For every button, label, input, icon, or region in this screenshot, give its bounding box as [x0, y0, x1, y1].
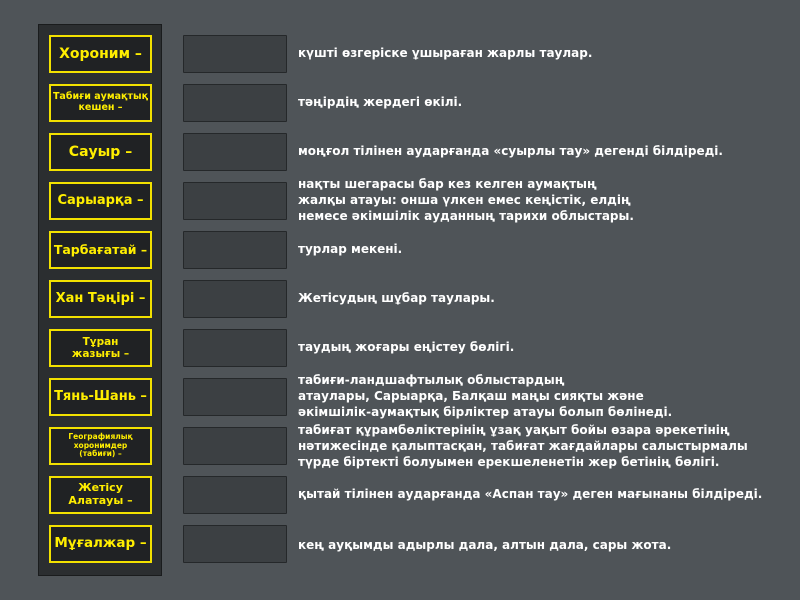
term-tile-4[interactable]: Сарыарқа – [49, 182, 152, 220]
description-text: қытай тілінен аударғанда «Аспан тау» деген мағынаны білдіреді. [298, 487, 763, 501]
description-10 [298, 484, 778, 504]
description-text: турлар мекені. [298, 242, 403, 256]
drop-slot-1[interactable] [183, 35, 287, 73]
description-2 [298, 92, 778, 112]
drop-slot-10[interactable] [183, 476, 287, 514]
description-7 [298, 337, 778, 357]
description-text: табиғи-ландшафтылық облыстардың атаулары, Сарыарқа, Балқаш маңы сияқты және әкімшілік-аумақтық бірліктер атауы болып бөлінеді. [298, 373, 673, 419]
term-tile-9[interactable]: Географиялық хоронимдер (табиғи) – [49, 427, 152, 465]
term-tile-6[interactable]: Хан Тәңірі – [49, 280, 152, 318]
description-8 [298, 372, 778, 420]
term-tile-8[interactable]: Тянь-Шань – [49, 378, 152, 416]
description-text: табиғат құрамбөліктерінің ұзақ уақыт бойы өзара әрекетінің нәтижесінде қалыптасқан, табиғат жағдайлары салыстырмалы түрде біртекті болуымен ерекшеленетін жер бетінің бөлігі. [298, 423, 748, 469]
description-9 [298, 421, 778, 471]
drop-slot-3[interactable] [183, 133, 287, 171]
description-text: кең ауқымды адырлы дала, алтын дала, сары жота. [298, 538, 672, 552]
drop-slot-6[interactable] [183, 280, 287, 318]
description-4 [298, 176, 778, 224]
drop-slot-2[interactable] [183, 84, 287, 122]
description-text: моңғол тілінен аударғанда «суырлы тау» дегенді білдіреді. [298, 144, 723, 158]
drop-slot-5[interactable] [183, 231, 287, 269]
drop-slot-4[interactable] [183, 182, 287, 220]
description-text: тәңірдің жердегі өкілі. [298, 95, 463, 109]
drop-slot-11[interactable] [183, 525, 287, 563]
description-5 [298, 239, 778, 259]
drop-slot-7[interactable] [183, 329, 287, 367]
description-6 [298, 288, 778, 308]
description-text: таудың жоғары еңістеу бөлігі. [298, 340, 515, 354]
drop-slot-9[interactable] [183, 427, 287, 465]
description-text: нақты шегарасы бар кез келген аумақтың жалқы атауы: онша үлкен емес кеңістік, елдің немесе әкімшілік ауданның тарихи облыстары. [298, 177, 634, 223]
description-text: Жетісудың шұбар таулары. [298, 291, 495, 305]
description-3 [298, 141, 778, 161]
description-text: күшті өзгеріске ұшыраған жарлы таулар. [298, 46, 593, 60]
term-tile-2[interactable]: Табиғи аумақтық кешен – [49, 84, 152, 122]
description-1 [298, 43, 778, 63]
term-tile-5[interactable]: Тарбағатай – [49, 231, 152, 269]
term-tile-1[interactable]: Хороним – [49, 35, 152, 73]
drop-slot-8[interactable] [183, 378, 287, 416]
term-tile-3[interactable]: Сауыр – [49, 133, 152, 171]
term-tile-10[interactable]: Жетісу Алатауы – [49, 476, 152, 514]
term-tile-7[interactable]: Тұран жазығы – [49, 329, 152, 367]
description-11 [298, 535, 778, 555]
term-tile-11[interactable]: Мұғалжар – [49, 525, 152, 563]
